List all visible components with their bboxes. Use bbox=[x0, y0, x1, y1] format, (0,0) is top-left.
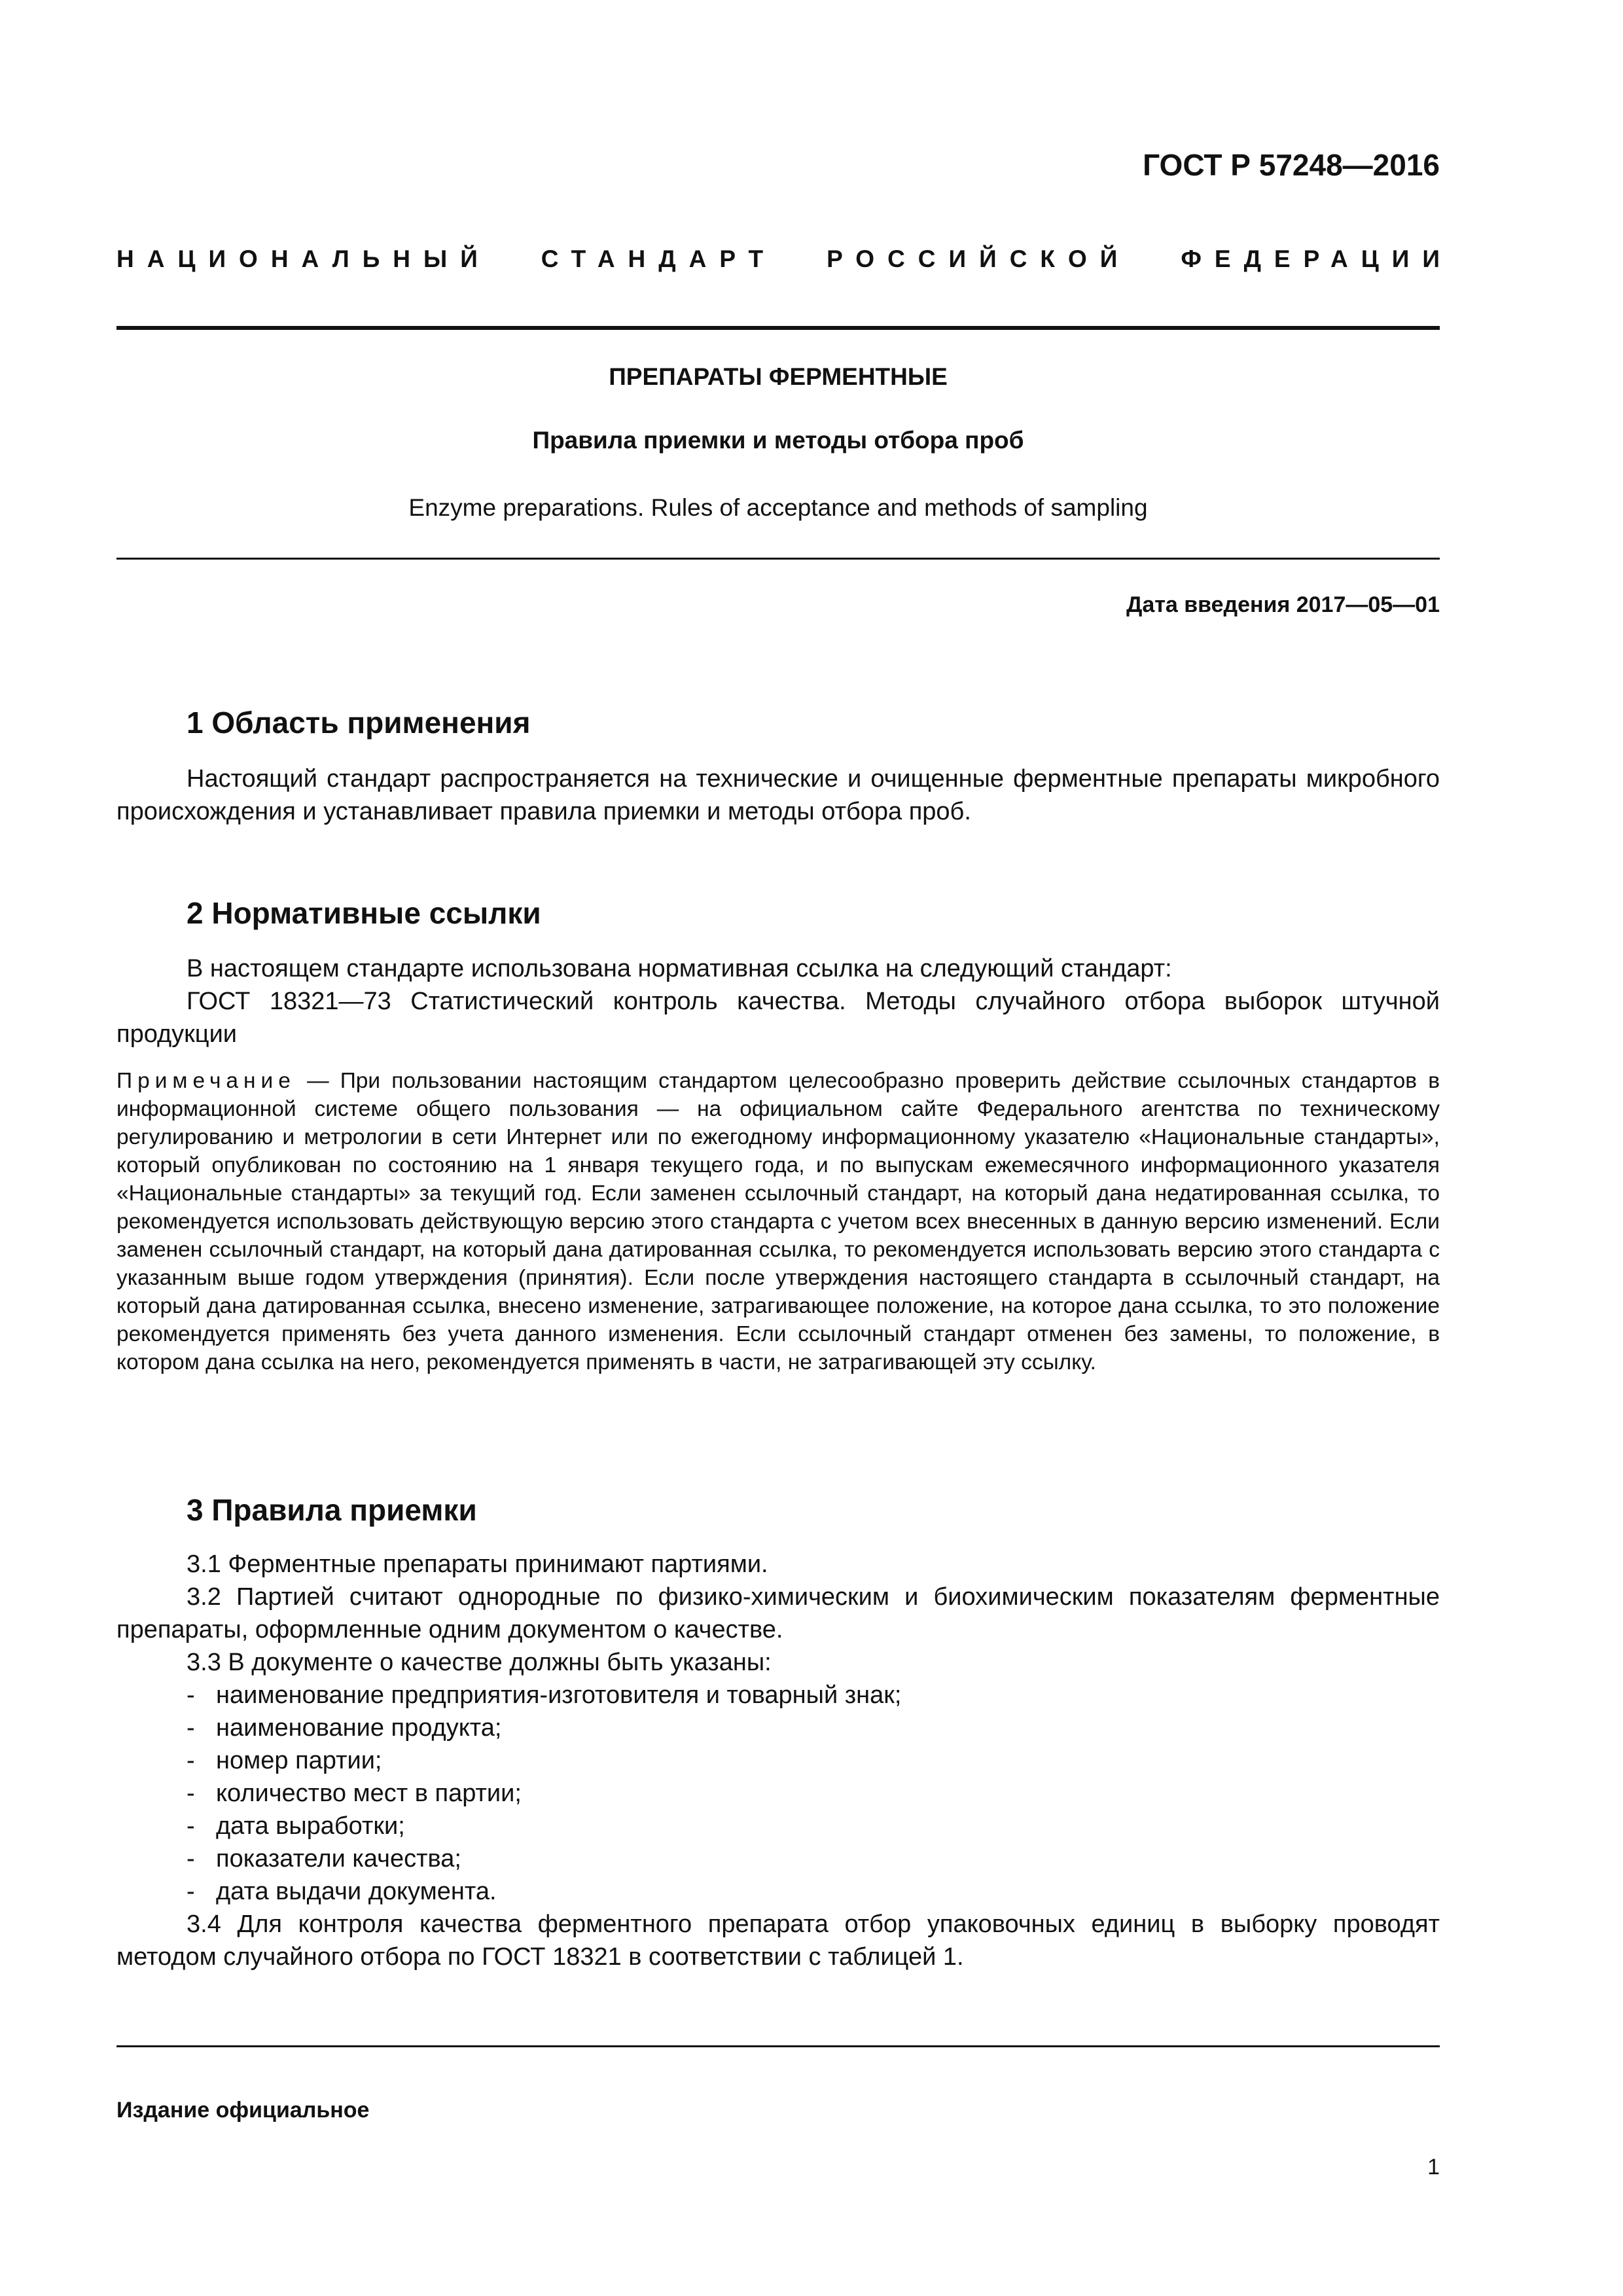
document-subtitle: Правила приемки и методы отбора проб bbox=[532, 427, 1024, 454]
list-item: - количество мест в партии; bbox=[187, 1780, 522, 1807]
reference-item: ГОСТ 18321—73 Статистический контроль качества. Методы случайного отбора выборок штучной продукции bbox=[116, 988, 1440, 1048]
paragraph: 3.4 Для контроля качества ферментного препарата отбор упаковочных единиц в выборку проводят методом случайного отбора по ГОСТ 18321 в соответствии с таблицей 1. bbox=[116, 1910, 1440, 1971]
section-2-body bbox=[116, 952, 1440, 1050]
national-standard-line bbox=[116, 245, 1453, 273]
list-item: - показатели качества; bbox=[187, 1845, 461, 1873]
section-1-body bbox=[116, 762, 1440, 828]
document-number: ГОСТ Р 57248—2016 bbox=[1143, 148, 1440, 182]
paragraph: 3.1 Ферментные препараты принимают партиями. bbox=[187, 1551, 768, 1578]
paragraph: 3.2 Партией считают однородные по физико-химическим и биохимическим показателям ферментные препараты, оформленные одним документом о качестве. bbox=[116, 1583, 1440, 1643]
paragraph: Настоящий стандарт распространяется на технические и очищенные ферментные препараты микробного происхождения и устанавливает правила приемки и методы отбора проб. bbox=[116, 765, 1440, 825]
section-1-heading: 1 Область применения bbox=[187, 706, 531, 740]
section-3-heading: 3 Правила приемки bbox=[187, 1493, 477, 1527]
list-item: - дата выработки; bbox=[187, 1812, 405, 1840]
official-edition-label: Издание официальное bbox=[116, 2098, 370, 2123]
national-word: НАЦИОНАЛЬНЫЙ bbox=[116, 245, 491, 272]
national-word: РОССИЙСКОЙ bbox=[827, 245, 1131, 272]
section-3-body bbox=[116, 1548, 1440, 1973]
note-text: — При пользовании настоящим стандартом целесообразно проверить действие ссылочных стандартов в информационной системе общего пользования — на официальном сайте Федерального агентства по техническому регулированию и метрологии в сети Интернет или по ежегодному информационному указателю «Национальные стандарты», который опубликован по состоянию на 1 января текущего года, и по выпускам ежемесячного информационного указателя «Национальные стандарты» за текущий год. Если заменен ссылочный стандарт, на который дана недатированная ссылка, то рекомендуется использовать действующую версию этого стандарта с учетом всех внесенных в данную версию изменений. Если заменен ссылочный стандарт, на который дана датированная ссылка, то рекомендуется использовать версию этого стандарта с указанным выше годом утверждения (принятия). Если после утверждения настоящего стандарта в ссылочный стандарт, на который дана датированная ссылка, внесено изменение, затрагивающее положение, на которое дана ссылка, то это положение рекомендуется применять без учета данного изменения. Если ссылочный стандарт отменен без замены, то положение, в котором дана ссылка на него, рекомендуется применять в части, не затрагивающей эту ссылку. bbox=[116, 1069, 1440, 1374]
list-item: - номер партии; bbox=[187, 1747, 382, 1774]
title-divider bbox=[116, 558, 1440, 560]
note-label: Примечание bbox=[116, 1069, 296, 1093]
national-word: СТАНДАРТ bbox=[541, 245, 777, 272]
paragraph: 3.3 В документе о качестве должны быть указаны: bbox=[187, 1649, 772, 1676]
list-item: - дата выдачи документа. bbox=[187, 1878, 497, 1905]
section-2-heading: 2 Нормативные ссылки bbox=[187, 896, 541, 930]
document-title: ПРЕПАРАТЫ ФЕРМЕНТНЫЕ bbox=[609, 363, 948, 390]
document-title-english: Enzyme preparations. Rules of acceptance and methods of sampling bbox=[408, 494, 1148, 521]
page-number: 1 bbox=[1427, 2155, 1440, 2179]
national-word: ФЕДЕРАЦИИ bbox=[1181, 245, 1453, 272]
reference-note bbox=[116, 1067, 1440, 1376]
top-divider bbox=[116, 326, 1440, 330]
list-item: - наименование предприятия-изготовителя и товарный знак; bbox=[187, 1681, 902, 1709]
introduction-date: Дата введения 2017—05—01 bbox=[1126, 592, 1440, 617]
footer-divider bbox=[116, 2045, 1440, 2047]
paragraph: В настоящем стандарте использована нормативная ссылка на следующий стандарт: bbox=[187, 955, 1172, 982]
list-item: - наименование продукта; bbox=[187, 1714, 502, 1742]
